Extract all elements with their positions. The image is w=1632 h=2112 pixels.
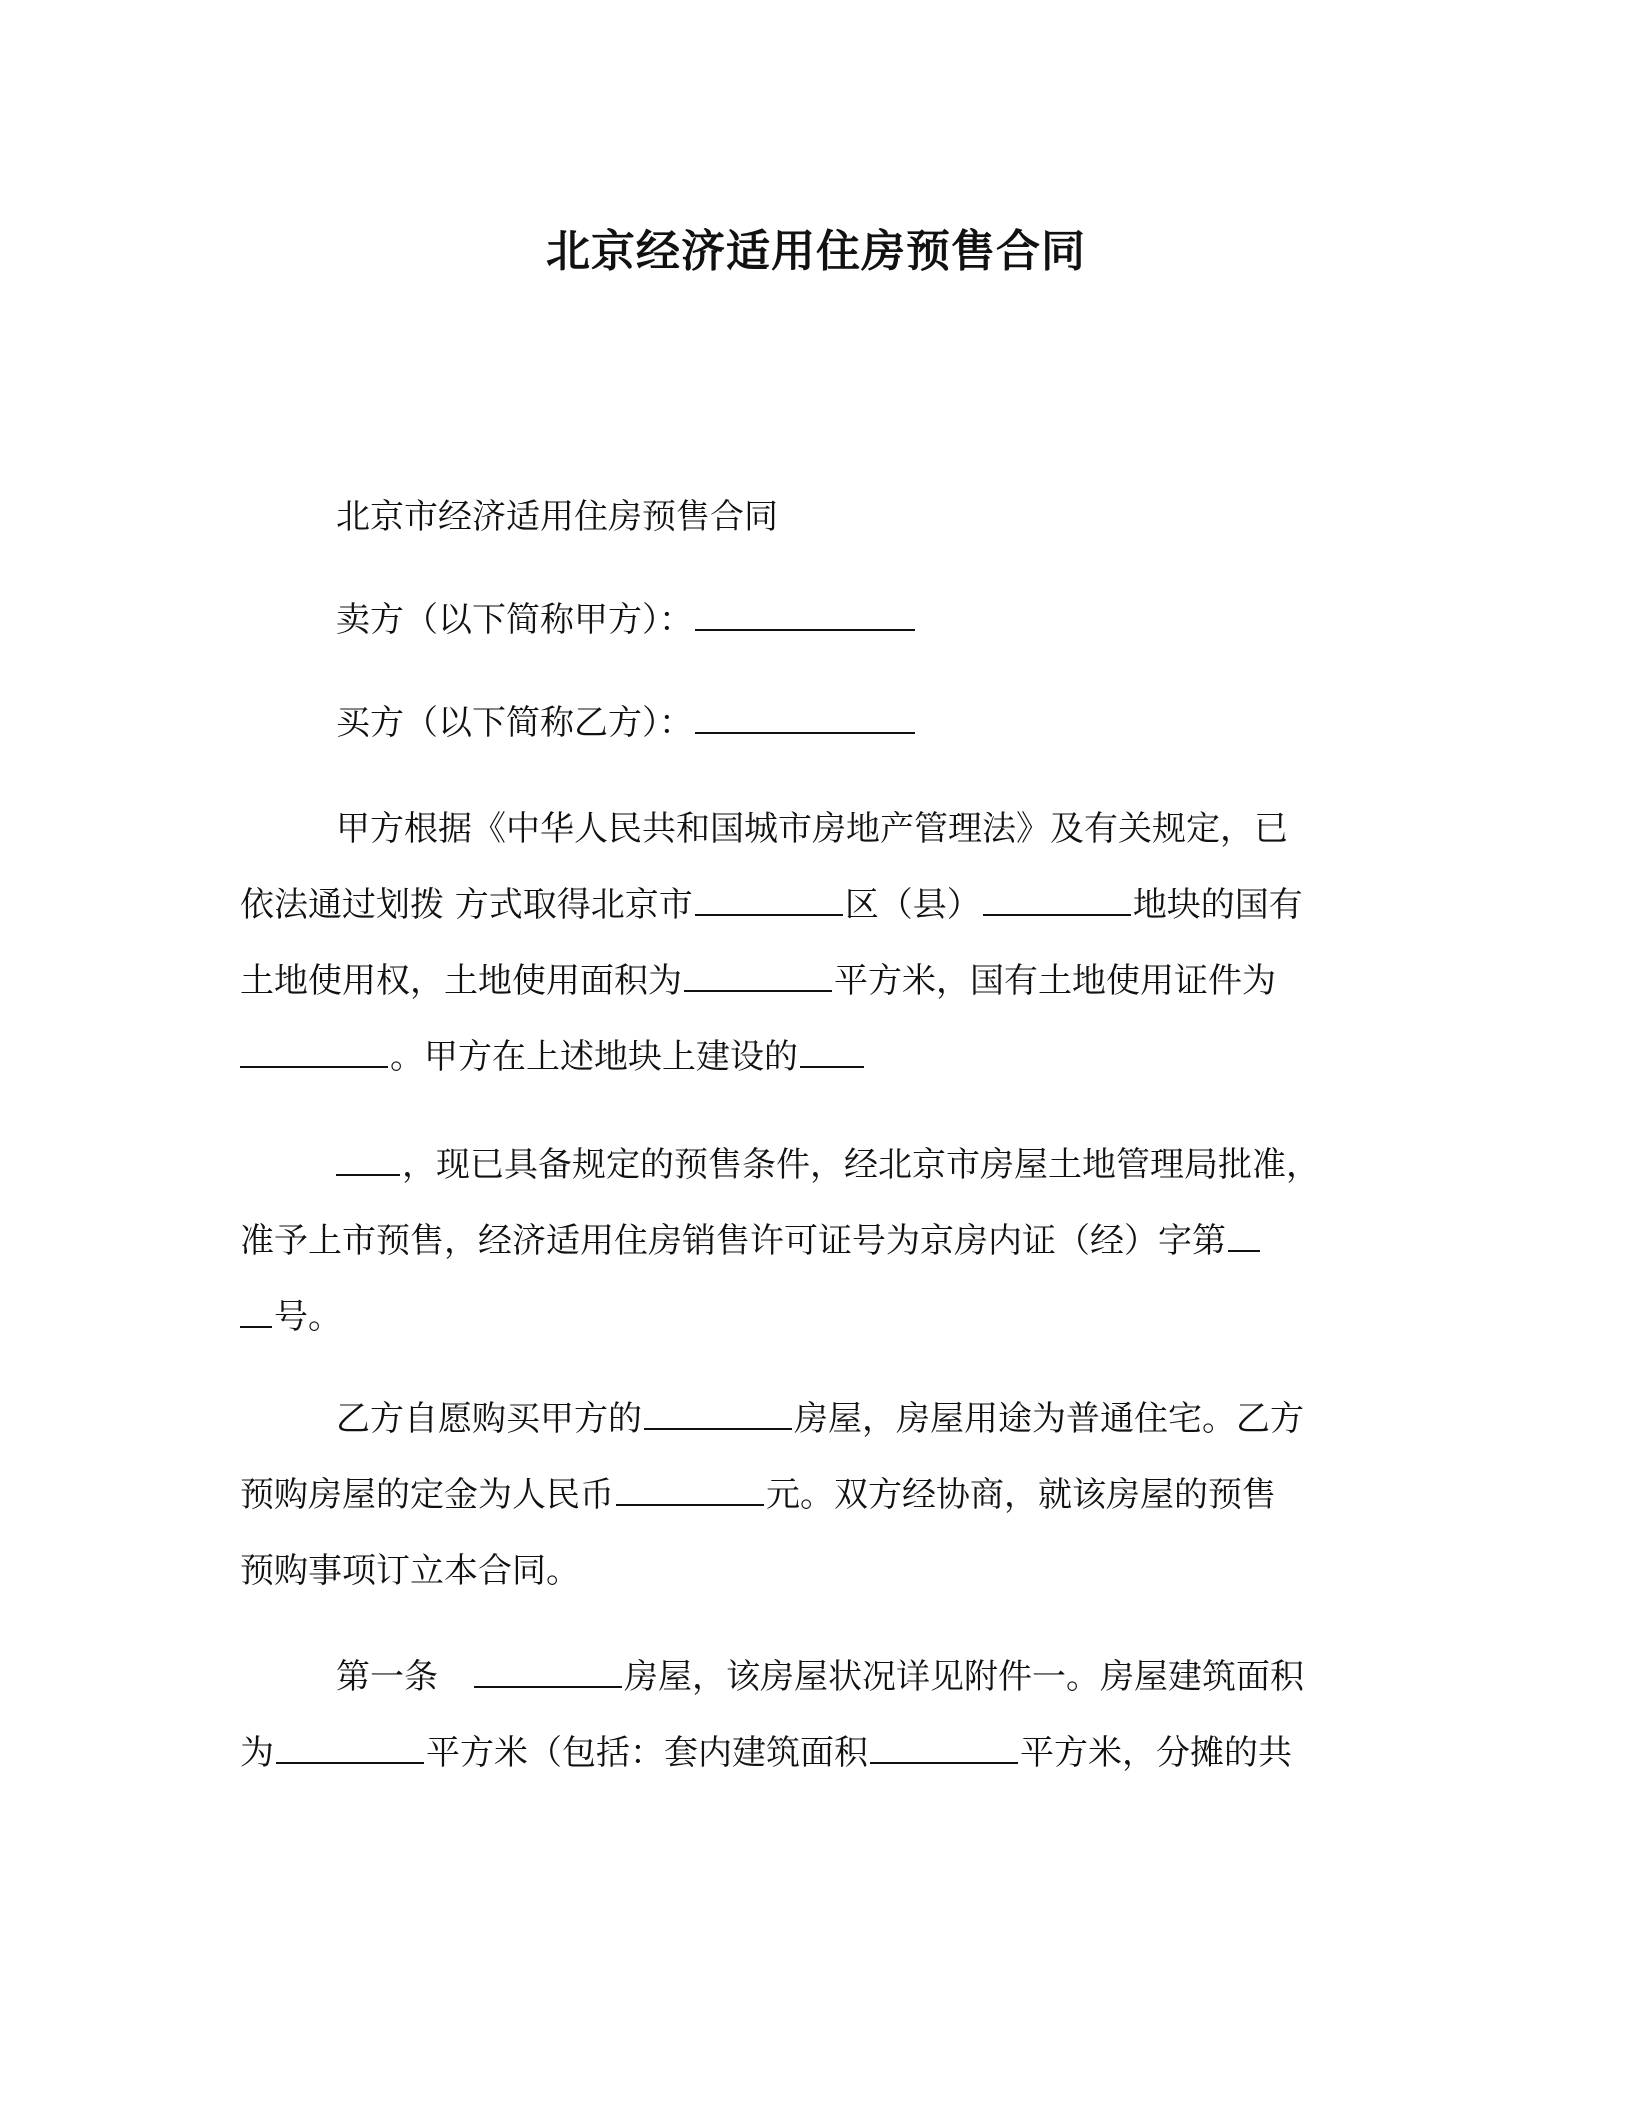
p1-line3 bbox=[240, 956, 1276, 1006]
p2-line2 bbox=[240, 1216, 1262, 1266]
buyer-label: 买方（以下简称乙方）： bbox=[336, 703, 693, 743]
blank-permit-b bbox=[240, 1292, 272, 1328]
p4-article: 第一条 bbox=[336, 1657, 438, 1697]
blank-permit-a bbox=[1228, 1216, 1260, 1252]
document-title: 北京经济适用住房预售合同 bbox=[546, 226, 1086, 277]
p4-text-b: 为 bbox=[240, 1733, 274, 1773]
buyer-blank bbox=[695, 698, 915, 734]
blank-building-area bbox=[276, 1728, 424, 1764]
p4-text-d: 平方米，分摊的共 bbox=[1020, 1733, 1292, 1773]
p4-text-c: 平方米（包括：套内建筑面积 bbox=[426, 1733, 868, 1773]
buyer-line bbox=[336, 698, 917, 748]
p1-text-c: 地块的国有 bbox=[1132, 885, 1303, 925]
blank-plot bbox=[983, 880, 1131, 916]
p2-text-c: 号。 bbox=[274, 1297, 342, 1337]
p3-line3: 预购事项订立本合同。 bbox=[240, 1551, 580, 1591]
p1-text-a: 依法通过划拨 方式取得北京市 bbox=[240, 885, 693, 925]
p1-text-e: 平方米，国有土地使用证件为 bbox=[834, 961, 1276, 1001]
p3-text-a: 乙方自愿购买甲方的 bbox=[336, 1399, 642, 1439]
seller-label: 卖方（以下简称甲方）： bbox=[336, 600, 693, 640]
p3-text-c: 预购房屋的定金为人民币 bbox=[240, 1475, 614, 1515]
p2-line1 bbox=[336, 1140, 1320, 1190]
blank-project bbox=[800, 1032, 864, 1068]
blank-project-cont bbox=[336, 1140, 400, 1176]
p1-line1: 甲方根据《中华人民共和国城市房地产管理法》及有关规定，已 bbox=[336, 809, 1288, 849]
seller-blank bbox=[695, 595, 915, 631]
p1-text-f: 。甲方在上述地块上建设的 bbox=[390, 1037, 798, 1077]
blank-land-area bbox=[684, 956, 832, 992]
p4-line2 bbox=[240, 1728, 1292, 1778]
blank-inner-area bbox=[870, 1728, 1018, 1764]
seller-line bbox=[336, 595, 917, 645]
p3-text-d: 元。双方经协商，就该房屋的预售 bbox=[766, 1475, 1276, 1515]
p4-line1 bbox=[336, 1652, 1304, 1702]
p1-line2 bbox=[240, 880, 1303, 930]
blank-district bbox=[695, 880, 843, 916]
p1-line4 bbox=[240, 1032, 866, 1082]
p3-text-b: 房屋，房屋用途为普通住宅。乙方 bbox=[794, 1399, 1304, 1439]
p2-line3 bbox=[240, 1292, 342, 1342]
p3-line2 bbox=[240, 1470, 1276, 1520]
p2-text-a: ，现已具备规定的预售条件，经北京市房屋土地管理局批准， bbox=[402, 1145, 1320, 1185]
p1-text-d: 土地使用权，土地使用面积为 bbox=[240, 961, 682, 1001]
subtitle: 北京市经济适用住房预售合同 bbox=[336, 497, 778, 537]
blank-house-2 bbox=[474, 1652, 622, 1688]
p2-text-b: 准予上市预售，经济适用住房销售许可证号为京房内证（经）字第 bbox=[240, 1221, 1226, 1261]
p1-text-b: 区（县） bbox=[844, 885, 981, 925]
blank-certificate bbox=[240, 1032, 388, 1068]
blank-deposit bbox=[616, 1470, 764, 1506]
p3-line1 bbox=[336, 1394, 1304, 1444]
p4-text-a: 房屋，该房屋状况详见附件一。房屋建筑面积 bbox=[624, 1657, 1304, 1697]
blank-house bbox=[644, 1394, 792, 1430]
